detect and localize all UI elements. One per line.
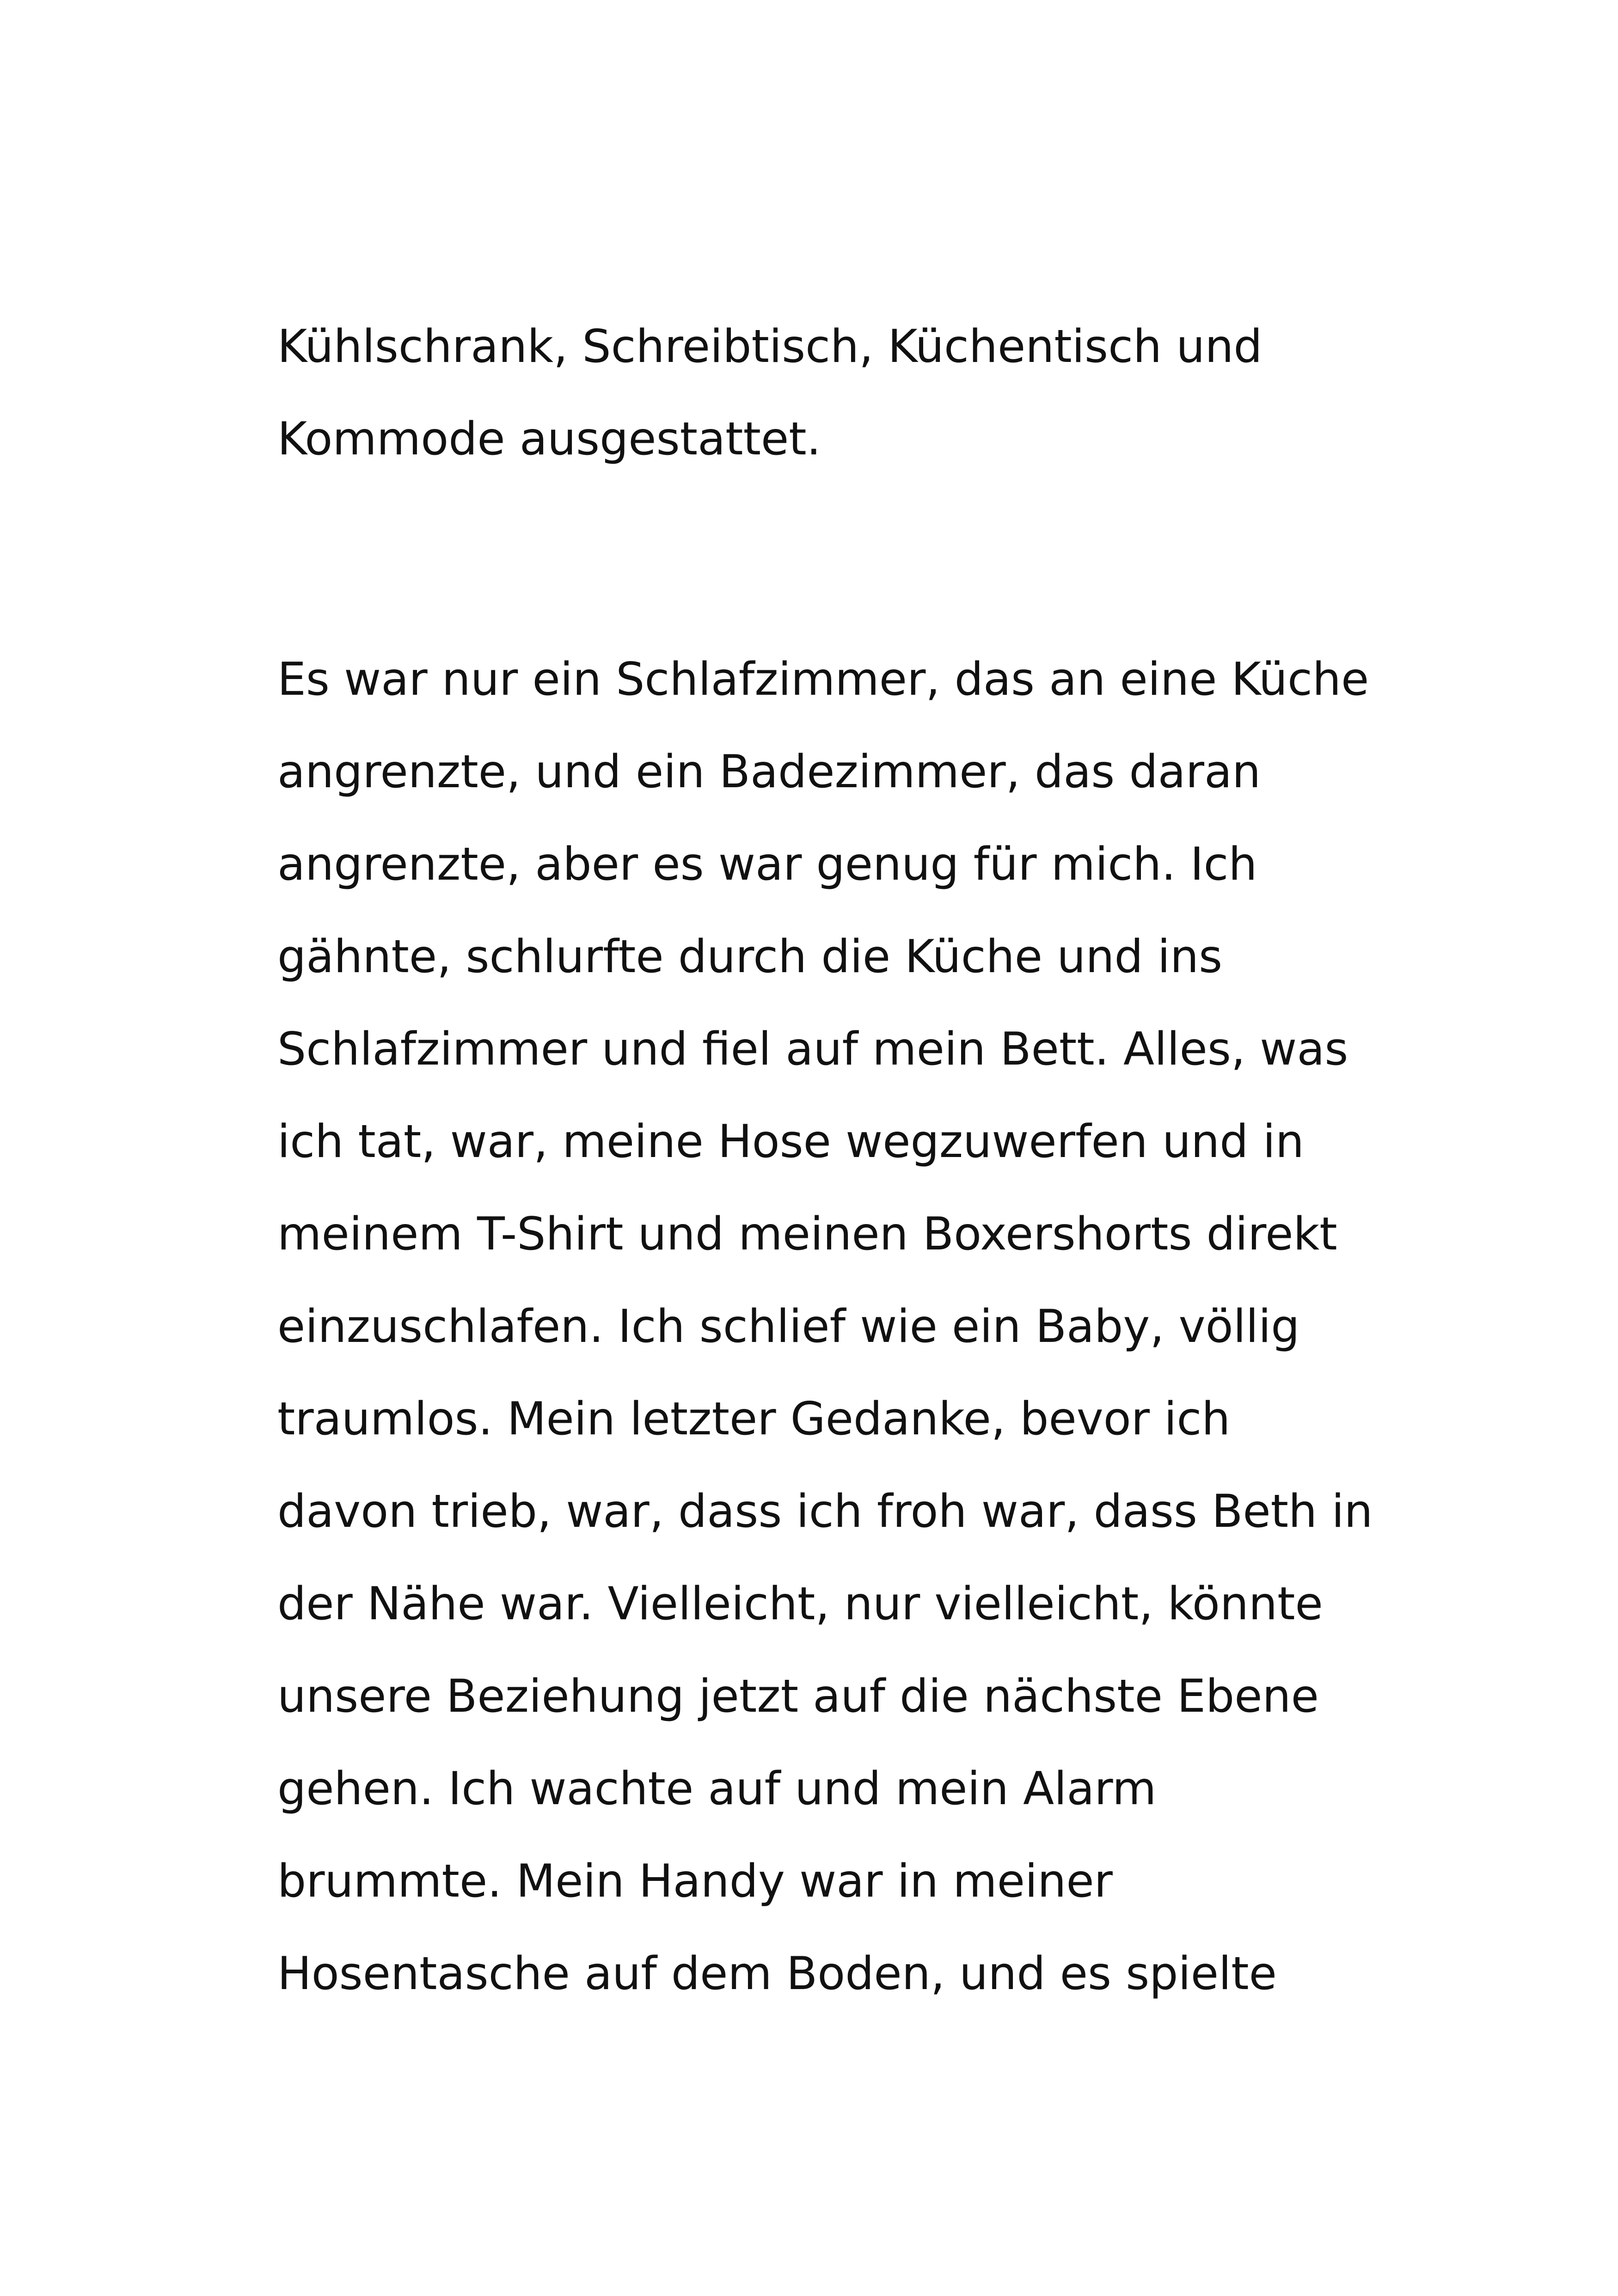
text-line: Schlafzimmer und fiel auf mein Bett. Alles, was <box>277 1023 1348 1076</box>
text-line: Kommode ausgestattet. <box>277 413 821 465</box>
text-line: davon trieb, war, dass ich froh war, dass Beth in <box>277 1485 1373 1538</box>
text-line: Kühlschrank, Schreibtisch, Küchentisch und <box>277 320 1263 373</box>
text-line: traumlos. Mein letzter Gedanke, bevor ich <box>277 1393 1231 1445</box>
text-line: Es war nur ein Schlafzimmer, das an eine Küche <box>277 653 1369 706</box>
text-line: der Nähe war. Vielleicht, nur vielleicht, könnte <box>277 1578 1323 1630</box>
text-line: gehen. Ich wachte auf und mein Alarm <box>277 1763 1157 1815</box>
text-line: angrenzte, aber es war genug für mich. Ich <box>277 838 1257 891</box>
text-line: brummte. Mein Handy war in meiner <box>277 1855 1113 1908</box>
text-line: ich tat, war, meine Hose wegzuwerfen und in <box>277 1115 1304 1168</box>
text-line: unsere Beziehung jetzt auf die nächste Ebene <box>277 1670 1319 1723</box>
text-line: angrenzte, und ein Badezimmer, das daran <box>277 746 1261 798</box>
text-line: einzuschlafen. Ich schlief wie ein Baby, völlig <box>277 1300 1300 1353</box>
text-line: gähnte, schlurfte durch die Küche und ins <box>277 931 1223 983</box>
text-line: meinem T-Shirt und meinen Boxershorts direkt <box>277 1208 1337 1261</box>
text-line: Hosentasche auf dem Boden, und es spielte <box>277 1947 1277 2000</box>
